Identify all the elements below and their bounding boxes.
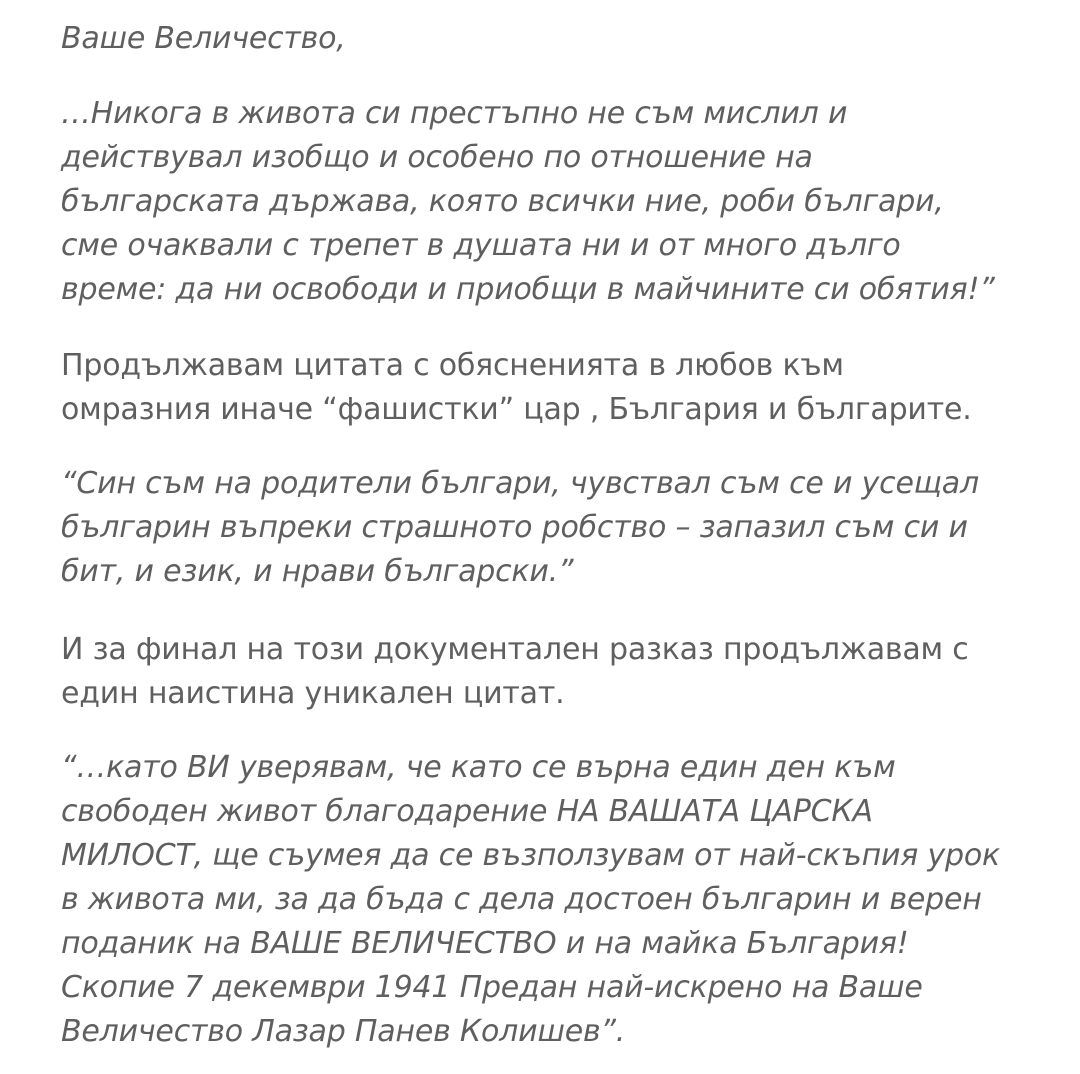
article-paragraph-2: И за финал на този документален разказ продължавам с един наистина уникален цитат. — [61, 632, 969, 711]
letter-quote-3: “…като ВИ уверявам, че като се върна един ден към свободен живот благодарение НА ВАШАТА ЦАРСКА МИЛОСТ, ще съумея да се възползувам от най-скъпия урок в живота ми, за да бъда с дела достоен българин и верен поданик на ВАШЕ ВЕЛИЧЕСТВО и на майка България! Скопие 7 декември 1941 Предан най-искрено на Ваше Величество Лазар Панев Колишев”. — [61, 750, 1000, 1049]
letter-quote-2: “Син съм на родители българи, чувствал съм се и усещал българин въпреки страшното робство – запазил съм си и бит, и език, и нрави български.” — [61, 466, 979, 589]
letter-quote-1: …Никога в живота си престъпно не съм мислил и действувал изобщо и особено по отношение на българската държава, която всички ние, роби българи, сме очаквали с трепет в душата ни и от много дълго време: да ни освободи и приобщи в майчините си обятия!” — [61, 96, 995, 307]
letter-salutation: Ваше Величество, — [61, 21, 346, 56]
article-paragraph-1: Продължавам цитата с обясненията в любов към омразния иначе “фашистки” цар , България и българите. — [61, 348, 972, 427]
